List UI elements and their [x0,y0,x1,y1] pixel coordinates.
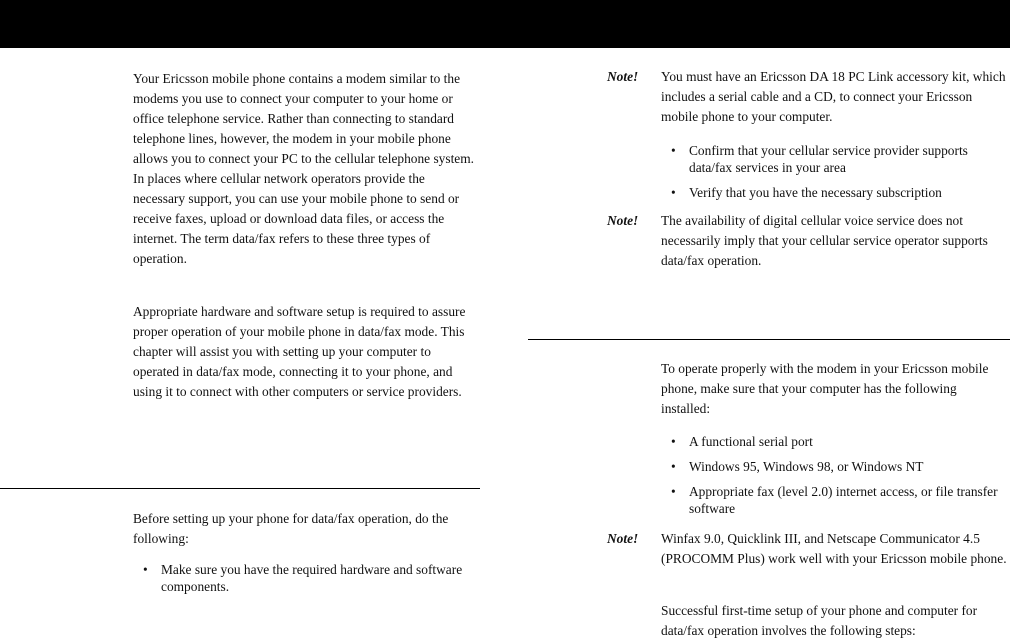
list-item: • Windows 95, Windows 98, or Windows NT [671,459,924,474]
note-text: You must have an Ericsson DA 18 PC Link accessory kit, which includes a serial cable and a CD, to connect your Ericsson mobile phone to your computer. [661,69,1006,124]
before-setup-paragraph: Before setting up your phone for data/fax operation, do the following: [133,511,449,546]
list-item: • Make sure you have the required hardware and software components. [143,562,463,594]
note-digital-service [607,211,1009,271]
note-software [607,529,1009,589]
before-setup-list [133,561,463,595]
section-divider-right [528,339,1010,340]
note-label: Note! [607,531,639,546]
note-text: The availability of digital cellular voice service does not necessarily imply that your cellular service operator supports data/fax operation. [661,213,988,268]
list-item: • Verify that you have the necessary subscription [671,185,942,200]
note-label: Note! [607,213,639,228]
intro-paragraph: Your Ericsson mobile phone contains a modem similar to the modems you use to connect your computer to your home or office telephone service. Rather than connecting to standard telephone lines, however, the modem in your mobile phone allows you to connect your PC to the cellular telephone system. In places where cellular network operators provide the necessary support, you can use your mobile phone to send or receive faxes, upload or download data files, or access the internet. The term data/fax refers to these three types of operation. [133,71,475,266]
section-divider-left [0,488,480,489]
list-item: • Appropriate fax (level 2.0) internet access, or file transfer software [671,484,998,516]
setup-paragraph: Appropriate hardware and software setup is required to assure proper operation of your mobile phone in data/fax mode. This chapter will assist you with setting up your computer to operated in data/fax mode, connecting it to your phone, and using it to connect with other computers or service providers. [133,304,466,399]
note-pc-link [607,67,1009,127]
note-text: Winfax 9.0, Quicklink III, and Netscape Communicator 4.5 (PROCOMM Plus) work well with your Ericsson mobile phone. [661,531,1007,566]
header-bar [0,0,1010,48]
modem-requirements-paragraph: To operate properly with the modem in your Ericsson mobile phone, make sure that your computer has the following installed: [661,361,989,416]
service-checklist [661,142,996,201]
note-label: Note! [607,69,639,84]
list-item: • A functional serial port [671,434,813,449]
steps-intro-paragraph: Successful first-time setup of your phone and computer for data/fax operation involves the following steps: [661,603,978,638]
list-item: • Confirm that your cellular service provider supports data/fax services in your area [671,143,968,175]
requirements-list [661,433,1001,517]
